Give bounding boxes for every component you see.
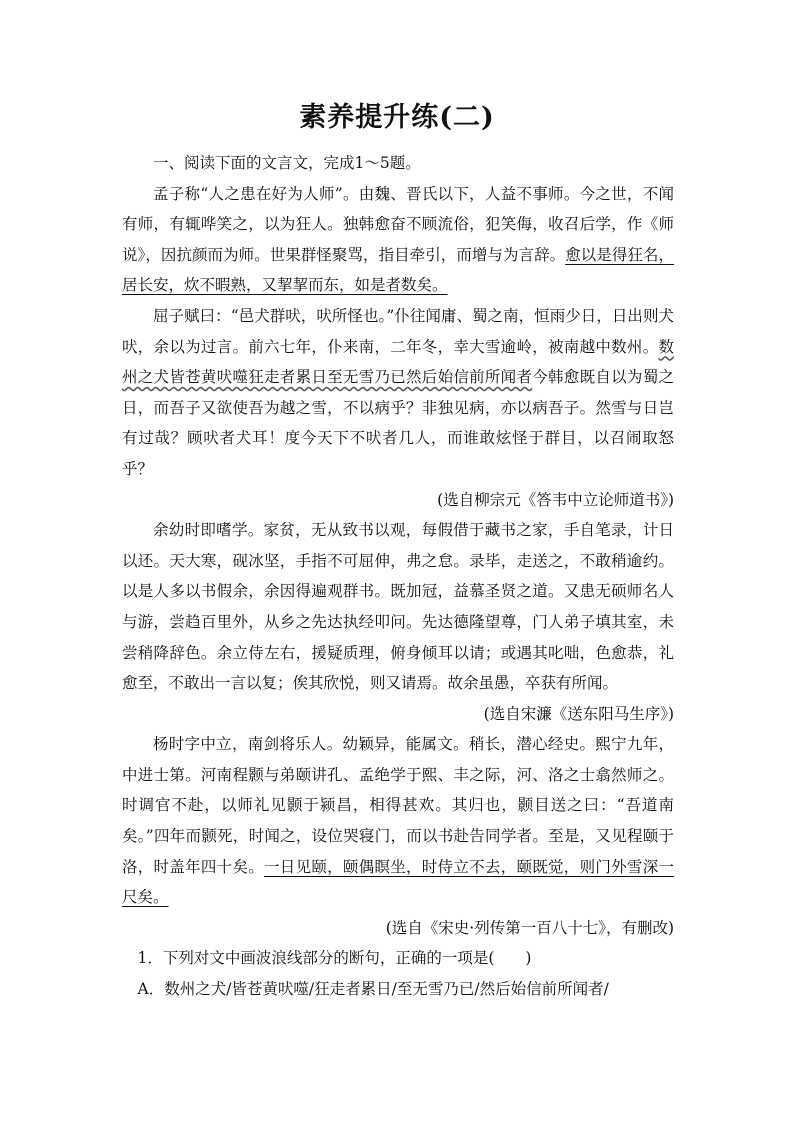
question-1: 1．下列对文中画波浪线部分的断句，正确的一项是( ): [137, 949, 532, 968]
page-title: 素养提升练(二): [299, 102, 495, 133]
document-body: [122, 148, 674, 1005]
passage1-p2-text-b: 今韩愈既自以为蜀之日，而吾子又欲使吾为越之雪，不以病乎？非独见病，亦以病吾子。然雪与日岂有过哉？顾吠者犬耳！度今天下不吠者几人，而谁敢炫怪于群目，以召闹取怒乎？: [122, 368, 674, 478]
passage1-p2-text-a: 屈子赋曰：“邑犬群吠，吠所怪也。”仆往闻庸、蜀之南，恒雨少日，日出则犬吠，余以为过言。前六七年，仆来南，二年冬，幸大雪逾岭，被南越中数州。: [122, 306, 674, 356]
passage1-paragraph2: [122, 301, 674, 485]
question-1-option-a: A．数州之犬/皆苍黄吠噬/狂走者累日/至无雪乃已/然后始信前所闻者/: [137, 980, 609, 999]
section-instruction: 一、阅读下面的文言文，完成1～5题。: [153, 154, 421, 172]
passage1-p1-text: 孟子称“人之患在好为人师”。由魏、晋氏以下，人益不事师。今之世，不闻有师，有辄哗笑之，以为狂人。独韩愈奋不顾流俗，犯笑侮，收召后学，作《师说》，因抗颜而为师。世果群怪聚骂，指目牵引，而增与为言辞。: [122, 184, 674, 264]
passage3-paragraph1: [122, 729, 674, 913]
passage2-source: (选自宋濂《送东阳马生序》): [483, 704, 674, 723]
passage1-source: (选自柳宗元《答韦中立论师道书》): [437, 490, 674, 509]
passage3-source: (选自《宋史·列传第一百八十七》，有删改): [385, 918, 674, 937]
passage3-p1-underlined: 一日见颐，颐偶瞑坐，时侍立不去，颐既觉，则门外雪深一尺矣。: [122, 857, 674, 907]
passage2-paragraph1: 余幼时即嗜学。家贫，无从致书以观，每假借于藏书之家，手自笔录，计日以还。天大寒，砚冰坚，手指不可屈伸，弗之怠。录毕，走送之，不敢稍逾约。以是人多以书假余，余因得遍观群书。既加冠，益慕圣贤之道。又患无硕师名人与游，尝趋百里外，从乡之先达执经叩问。先达德隆望尊，门人弟子填其室，未尝稍降辞色。余立侍左右，援疑质理，俯身倾耳以请；或遇其叱咄，色愈恭，礼愈至，不敢出一言以复；俟其欣悦，则又请焉。故余虽愚，卒获有所闻。: [122, 521, 674, 693]
passage3-p1-text: 杨时字中立，南剑将乐人。幼颖异，能属文。稍长，潜心经史。熙宁九年，中进士第。河南程颢与弟颐讲孔、孟绝学于熙、丰之际，河、洛之士翕然师之。时调官不赴，以师礼见颢于颍昌，相得甚欢。其归也，颢目送之曰：“吾道南矣。”四年而颢死，时闻之，设位哭寝门，而以书赴告同学者。至是，又见程颐于洛，时盖年四十矣。: [122, 735, 674, 876]
passage1-p1-underlined: 愈以是得狂名，居长安，炊不暇熟，又挈挈而东，如是者数矣。: [122, 245, 674, 295]
passage1-paragraph1: [122, 179, 674, 301]
passage1-p2-wavy: 数州之犬皆苍黄吠噬狂走者累日至无雪乃已然后始信前所闻者: [122, 337, 674, 387]
